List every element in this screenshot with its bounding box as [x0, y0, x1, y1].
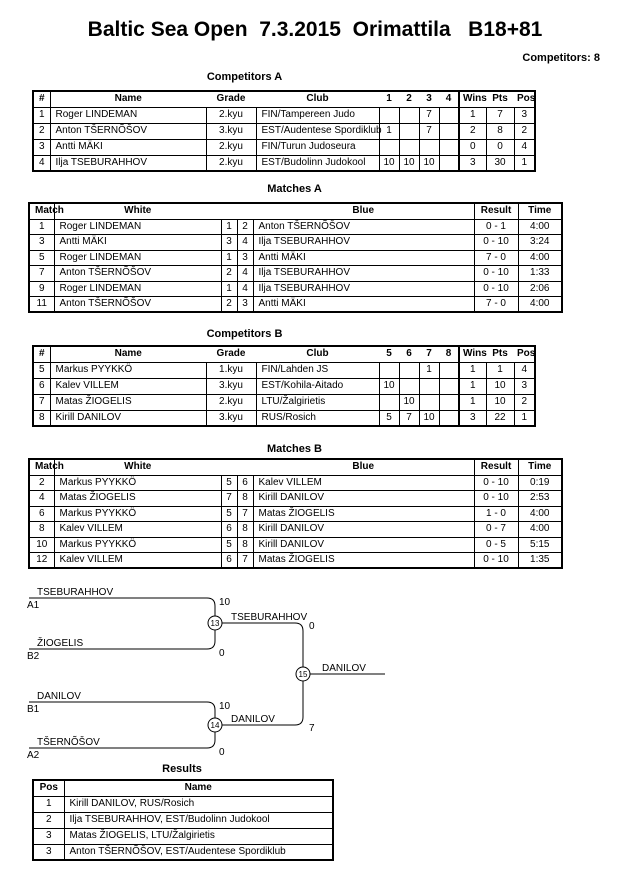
- table-cell: 5: [221, 475, 237, 491]
- bracket-sf2-bottom-seed: A2: [27, 750, 40, 761]
- table-cell: 8: [29, 522, 54, 538]
- column-header: Grade: [206, 346, 256, 362]
- table-cell: 10: [399, 394, 419, 410]
- table-cell: 2: [514, 394, 535, 410]
- table-cell: 3: [459, 410, 486, 426]
- column-header: #: [33, 346, 50, 362]
- column-header: Pts: [486, 91, 514, 107]
- column-header: Match: [29, 203, 54, 219]
- table-cell: 3: [33, 844, 64, 860]
- table-row: [33, 410, 535, 426]
- table-cell: 6: [221, 522, 237, 538]
- table-cell: 7: [237, 506, 253, 522]
- table-cell: 0 - 5: [474, 537, 518, 553]
- table-cell: 1: [379, 123, 399, 139]
- bracket-sf1-bottom-seed: B2: [27, 651, 40, 662]
- table-cell: 1: [221, 219, 237, 235]
- table-cell: Matas ŽIOGELIS: [253, 553, 474, 569]
- table-cell: [399, 107, 419, 123]
- table-cell: Kirill DANILOV: [253, 522, 474, 538]
- table-cell: Roger LINDEMAN: [54, 250, 221, 266]
- table-cell: 6: [33, 378, 50, 394]
- table-cell: 3: [33, 139, 50, 155]
- table-cell: 7: [33, 394, 50, 410]
- column-header: 5: [379, 346, 399, 362]
- table-cell: Kirill DANILOV: [253, 537, 474, 553]
- table-cell: 8: [237, 491, 253, 507]
- table-cell: [439, 410, 459, 426]
- table-cell: Kirill DANILOV: [50, 410, 206, 426]
- table-cell: 5: [379, 410, 399, 426]
- table-cell: 6: [29, 506, 54, 522]
- table-cell: EST/Budolinn Judokool: [256, 155, 379, 171]
- table-row: [33, 844, 333, 860]
- table-cell: 3: [237, 250, 253, 266]
- table-cell: 2:53: [518, 491, 562, 507]
- table-cell: [379, 107, 399, 123]
- table-row: [29, 553, 562, 569]
- table-cell: Anton TŠERNÕŠOV: [54, 266, 221, 282]
- column-header: 1: [379, 91, 399, 107]
- column-header: 7: [419, 346, 439, 362]
- table-row: [29, 491, 562, 507]
- table-cell: 1: [459, 107, 486, 123]
- table-cell: 7: [419, 123, 439, 139]
- table-cell: 4: [33, 155, 50, 171]
- table-row: [29, 219, 562, 235]
- table-cell: Antti MÄKI: [253, 297, 474, 313]
- table-cell: 10: [379, 155, 399, 171]
- column-header: Club: [256, 346, 379, 362]
- table-cell: 4:00: [518, 522, 562, 538]
- section-title-matches-b: Matches B: [266, 443, 323, 455]
- table-cell: 2.kyu: [206, 139, 256, 155]
- table-cell: [399, 123, 419, 139]
- bracket-sf1-winner-score: 0: [309, 621, 315, 632]
- bracket-sf2-top-name: DANILOV: [37, 691, 81, 702]
- table-cell: 5: [221, 506, 237, 522]
- table-cell: Markus PYYKKÖ: [50, 362, 206, 378]
- column-header: 8: [439, 346, 459, 362]
- table-cell: 1: [514, 155, 535, 171]
- section-title-competitors-b: Competitors B: [206, 328, 283, 340]
- table-row: [33, 394, 535, 410]
- table-cell: 2.kyu: [206, 107, 256, 123]
- table-cell: 3.kyu: [206, 378, 256, 394]
- table-cell: [439, 394, 459, 410]
- table-row: [33, 139, 535, 155]
- column-header: Result: [474, 459, 518, 475]
- table-header-row: [33, 91, 535, 107]
- table-cell: Kalev VILLEM: [253, 475, 474, 491]
- table-cell: Markus PYYKKÖ: [54, 537, 221, 553]
- table-cell: [439, 139, 459, 155]
- column-header: White: [54, 203, 221, 219]
- table-cell: 4:00: [518, 297, 562, 313]
- table-row: [29, 250, 562, 266]
- table-cell: 4:00: [518, 506, 562, 522]
- table-cell: 1 - 0: [474, 506, 518, 522]
- table-cell: Roger LINDEMAN: [54, 281, 221, 297]
- table-cell: Matas ŽIOGELIS: [54, 491, 221, 507]
- table-cell: EST/Audentese Spordiklub: [256, 123, 379, 139]
- bracket-sf2-bottom-name: TŠERNÕŠOV: [37, 737, 100, 748]
- table-cell: 3:24: [518, 235, 562, 251]
- table-cell: 6: [237, 475, 253, 491]
- table-cell: 9: [29, 281, 54, 297]
- table-cell: FIN/Tampereen Judo: [256, 107, 379, 123]
- table-cell: Roger LINDEMAN: [54, 219, 221, 235]
- table-cell: 0 - 1: [474, 219, 518, 235]
- table-cell: 6: [221, 553, 237, 569]
- table-cell: 10: [399, 155, 419, 171]
- table-cell: Kalev VILLEM: [54, 553, 221, 569]
- table-cell: Markus PYYKKÖ: [54, 506, 221, 522]
- table-header-row: [29, 203, 562, 219]
- table-row: [33, 378, 535, 394]
- table-cell: 7: [221, 491, 237, 507]
- column-header: Blue: [253, 459, 474, 475]
- table-cell: Antti MÄKI: [50, 139, 206, 155]
- table-cell: 0: [486, 139, 514, 155]
- column-header: [237, 203, 253, 219]
- table-cell: Ilja TSEBURAHHOV: [253, 235, 474, 251]
- table-row: [33, 155, 535, 171]
- matches-a-table: [28, 202, 563, 313]
- table-cell: 0 - 10: [474, 235, 518, 251]
- table-cell: 7: [237, 553, 253, 569]
- table-cell: 1: [33, 796, 64, 812]
- column-header: [237, 459, 253, 475]
- bracket-final-winner-name: DANILOV: [322, 663, 366, 674]
- table-cell: Markus PYYKKÖ: [54, 475, 221, 491]
- bracket-sf2-winner-score: 7: [309, 723, 315, 734]
- competitors-a-table: [32, 90, 536, 172]
- table-cell: 11: [29, 297, 54, 313]
- table-cell: Antti MÄKI: [253, 250, 474, 266]
- bracket-sf1-top-seed: A1: [27, 600, 40, 611]
- table-cell: 3: [33, 828, 64, 844]
- table-cell: 4: [514, 139, 535, 155]
- table-cell: [399, 378, 419, 394]
- column-header: Result: [474, 203, 518, 219]
- bracket-sf1-winner-name: TSEBURAHHOV: [231, 612, 308, 623]
- bracket-match14-number: 14: [210, 721, 220, 730]
- column-header: 2: [399, 91, 419, 107]
- table-cell: 7 - 0: [474, 297, 518, 313]
- section-title-competitors-a: Competitors A: [206, 71, 283, 83]
- bracket-sf1-bottom-score: 0: [219, 648, 225, 659]
- table-row: [29, 506, 562, 522]
- column-header: Match: [29, 459, 54, 475]
- table-cell: 0 - 10: [474, 475, 518, 491]
- table-cell: 2: [33, 123, 50, 139]
- table-cell: [419, 394, 439, 410]
- column-header: Blue: [253, 203, 474, 219]
- column-header: 4: [439, 91, 459, 107]
- bracket-sf1-winner-line: [222, 623, 303, 667]
- table-cell: Anton TŠERNÕŠOV: [54, 297, 221, 313]
- table-cell: Anton TŠERNÕŠOV: [50, 123, 206, 139]
- table-cell: 10: [486, 378, 514, 394]
- table-cell: [439, 107, 459, 123]
- table-row: [33, 107, 535, 123]
- column-header: Club: [256, 91, 379, 107]
- table-cell: 3: [221, 235, 237, 251]
- table-cell: 10: [486, 394, 514, 410]
- bracket-match15-number: 15: [298, 670, 308, 679]
- column-header: 3: [419, 91, 439, 107]
- bracket-sf2-top-seed: B1: [27, 704, 40, 715]
- table-row: [29, 475, 562, 491]
- table-cell: 2: [459, 123, 486, 139]
- bracket-sf1-top-name: TSEBURAHHOV: [37, 587, 114, 598]
- column-header: Name: [50, 91, 206, 107]
- table-cell: 1: [221, 281, 237, 297]
- table-cell: 8: [237, 537, 253, 553]
- table-cell: 3: [237, 297, 253, 313]
- table-cell: 3: [29, 235, 54, 251]
- table-header-row: [29, 459, 562, 475]
- table-cell: 10: [419, 410, 439, 426]
- table-row: [33, 828, 333, 844]
- table-cell: 1:33: [518, 266, 562, 282]
- table-cell: [399, 362, 419, 378]
- column-header: Wins: [459, 346, 486, 362]
- table-cell: [379, 394, 399, 410]
- table-cell: [439, 155, 459, 171]
- table-cell: 4: [237, 281, 253, 297]
- table-cell: 2.kyu: [206, 155, 256, 171]
- table-cell: 1.kyu: [206, 362, 256, 378]
- table-cell: Matas ŽIOGELIS, LTU/Žalgirietis: [64, 828, 333, 844]
- table-cell: FIN/Turun Judoseura: [256, 139, 379, 155]
- table-cell: Kirill DANILOV: [253, 491, 474, 507]
- column-header: 6: [399, 346, 419, 362]
- table-cell: 4: [514, 362, 535, 378]
- table-cell: 22: [486, 410, 514, 426]
- table-cell: 4:00: [518, 250, 562, 266]
- table-cell: Ilja TSEBURAHHOV: [253, 281, 474, 297]
- table-row: [33, 812, 333, 828]
- table-cell: [439, 362, 459, 378]
- table-cell: [419, 378, 439, 394]
- table-header-row: [33, 346, 535, 362]
- table-cell: RUS/Rosich: [256, 410, 379, 426]
- table-row: [33, 123, 535, 139]
- table-cell: 8: [237, 522, 253, 538]
- table-cell: 2.kyu: [206, 394, 256, 410]
- table-cell: 8: [33, 410, 50, 426]
- table-cell: 0 - 10: [474, 281, 518, 297]
- table-cell: 4:00: [518, 219, 562, 235]
- table-cell: 2: [33, 812, 64, 828]
- table-cell: 3: [514, 107, 535, 123]
- table-cell: 5: [29, 250, 54, 266]
- table-cell: 1: [459, 362, 486, 378]
- column-header: [221, 459, 237, 475]
- table-cell: 12: [29, 553, 54, 569]
- column-header: Time: [518, 459, 562, 475]
- table-cell: 2: [237, 219, 253, 235]
- column-header: Pos: [33, 780, 64, 796]
- bracket-sf1-bottom-name: ŽIOGELIS: [37, 638, 84, 649]
- table-cell: Kalev VILLEM: [54, 522, 221, 538]
- table-row: [33, 796, 333, 812]
- column-header: White: [54, 459, 221, 475]
- table-row: [29, 297, 562, 313]
- table-cell: 3.kyu: [206, 410, 256, 426]
- matches-b-table: [28, 458, 563, 569]
- table-cell: 5: [33, 362, 50, 378]
- column-header: Wins: [459, 91, 486, 107]
- table-cell: FIN/Lahden JS: [256, 362, 379, 378]
- table-cell: 5: [221, 537, 237, 553]
- table-cell: Matas ŽIOGELIS: [253, 506, 474, 522]
- table-cell: 1: [486, 362, 514, 378]
- table-cell: 2:06: [518, 281, 562, 297]
- table-cell: [419, 139, 439, 155]
- table-cell: 3.kyu: [206, 123, 256, 139]
- table-cell: 4: [237, 235, 253, 251]
- table-cell: 0 - 10: [474, 553, 518, 569]
- column-header: Pts: [486, 346, 514, 362]
- table-cell: 7: [399, 410, 419, 426]
- table-cell: 2: [29, 475, 54, 491]
- table-cell: Ilja TSEBURAHHOV: [50, 155, 206, 171]
- table-cell: Antti MÄKI: [54, 235, 221, 251]
- results-table: [32, 779, 334, 861]
- table-cell: 30: [486, 155, 514, 171]
- table-cell: [379, 362, 399, 378]
- bracket-match13-number: 13: [210, 619, 220, 628]
- column-header: Grade: [206, 91, 256, 107]
- table-cell: 7 - 0: [474, 250, 518, 266]
- bracket-sf1-top-score: 10: [219, 597, 231, 608]
- column-header: Pos: [514, 346, 535, 362]
- table-cell: Anton TŠERNÕŠOV: [253, 219, 474, 235]
- table-cell: Kalev VILLEM: [50, 378, 206, 394]
- table-cell: 0 - 10: [474, 491, 518, 507]
- column-header: Name: [50, 346, 206, 362]
- table-cell: Matas ŽIOGELIS: [50, 394, 206, 410]
- page-title: Baltic Sea Open 7.3.2015 Orimattila B18+81: [87, 18, 543, 41]
- table-row: [29, 537, 562, 553]
- table-cell: 10: [379, 378, 399, 394]
- table-cell: 7: [486, 107, 514, 123]
- table-cell: 7: [419, 107, 439, 123]
- competitors-count: Competitors: 8: [522, 52, 600, 64]
- column-header: Name: [64, 780, 333, 796]
- table-cell: 1: [29, 219, 54, 235]
- table-cell: [439, 123, 459, 139]
- table-cell: Ilja TSEBURAHHOV: [253, 266, 474, 282]
- table-cell: Ilja TSEBURAHHOV, EST/Budolinn Judokool: [64, 812, 333, 828]
- table-row: [33, 362, 535, 378]
- table-cell: 0 - 10: [474, 266, 518, 282]
- table-cell: [399, 139, 419, 155]
- bracket-sf2-bottom-score: 0: [219, 747, 225, 758]
- table-cell: 1: [221, 250, 237, 266]
- table-header-row: [33, 780, 333, 796]
- table-cell: 3: [459, 155, 486, 171]
- table-cell: 0:19: [518, 475, 562, 491]
- table-cell: LTU/Žalgirietis: [256, 394, 379, 410]
- bracket-sf2-top-score: 10: [219, 701, 231, 712]
- table-cell: 0 - 7: [474, 522, 518, 538]
- table-cell: EST/Kohila-Aitado: [256, 378, 379, 394]
- table-cell: 2: [514, 123, 535, 139]
- table-cell: 1: [459, 394, 486, 410]
- section-title-matches-a: Matches A: [267, 183, 322, 195]
- table-cell: 3: [514, 378, 535, 394]
- table-cell: 2: [221, 297, 237, 313]
- table-cell: 1: [33, 107, 50, 123]
- table-cell: Roger LINDEMAN: [50, 107, 206, 123]
- table-row: [29, 235, 562, 251]
- table-cell: 1:35: [518, 553, 562, 569]
- table-cell: 5:15: [518, 537, 562, 553]
- bracket-sf2-winner-name: DANILOV: [231, 714, 275, 725]
- table-cell: 0: [459, 139, 486, 155]
- table-row: [29, 522, 562, 538]
- table-cell: 10: [29, 537, 54, 553]
- table-row: [29, 266, 562, 282]
- table-cell: 8: [486, 123, 514, 139]
- column-header: Pos: [514, 91, 535, 107]
- table-row: [29, 281, 562, 297]
- bracket-diagram: [0, 583, 630, 778]
- competitors-b-table: [32, 345, 536, 427]
- table-cell: [439, 378, 459, 394]
- table-cell: 1: [514, 410, 535, 426]
- table-cell: 10: [419, 155, 439, 171]
- table-cell: Anton TŠERNÕŠOV, EST/Audentese Spordiklub: [64, 844, 333, 860]
- table-cell: 2: [221, 266, 237, 282]
- table-cell: Kirill DANILOV, RUS/Rosich: [64, 796, 333, 812]
- column-header: Time: [518, 203, 562, 219]
- table-cell: 4: [237, 266, 253, 282]
- section-title-results: Results: [162, 763, 202, 775]
- table-cell: 1: [459, 378, 486, 394]
- table-cell: 7: [29, 266, 54, 282]
- column-header: #: [33, 91, 50, 107]
- column-header: [221, 203, 237, 219]
- table-cell: 4: [29, 491, 54, 507]
- table-cell: 1: [419, 362, 439, 378]
- table-cell: [379, 139, 399, 155]
